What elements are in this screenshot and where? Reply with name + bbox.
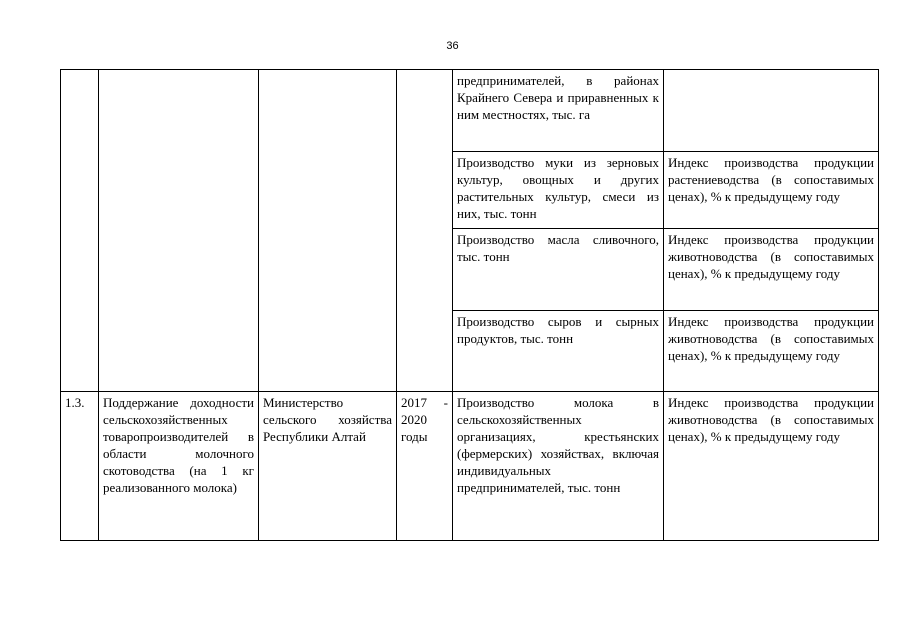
executor-cell-empty xyxy=(259,70,397,392)
measure-name-cell-empty xyxy=(99,70,259,392)
index-cell: Индекс производства продукции растениеводства (в сопоставимых ценах), % к предыдущему году xyxy=(664,152,879,229)
indicator-cell: Производство муки из зерновых культур, овощных и других растительных культур, смеси из них, тыс. тонн xyxy=(453,152,664,229)
measure-name: Поддержание доходности сельскохозяйственных товаропроизводителей в области молочного скотоводства (на 1 кг реализованного молока) xyxy=(99,392,259,541)
indicator-cell: предпринимателей, в районах Крайнего Севера и приравненных к ним местностях, тыс. га xyxy=(453,70,664,152)
indicator-cell: Производство сыров и сырных продуктов, тыс. тонн xyxy=(453,311,664,392)
measure-executor: Министерство сельского хозяйства Республики Алтай xyxy=(259,392,397,541)
indicator-cell: Производство молока в сельскохозяйственных организациях, крестьянских (фермерских) хозяйствах, включая индивидуальных предпринимателей, тыс. тонн xyxy=(453,392,664,541)
index-cell: Индекс производства продукции животноводства (в сопоставимых ценах), % к предыдущему году xyxy=(664,392,879,541)
index-cell: Индекс производства продукции животноводства (в сопоставимых ценах), % к предыдущему году xyxy=(664,229,879,311)
measure-number: 1.3. xyxy=(61,392,99,541)
number-cell-empty xyxy=(61,70,99,392)
table-row xyxy=(61,70,879,152)
page-number: 36 xyxy=(446,40,459,52)
years-cell-empty xyxy=(397,70,453,392)
index-cell: Индекс производства продукции животноводства (в сопоставимых ценах), % к предыдущему году xyxy=(664,311,879,392)
index-cell xyxy=(664,70,879,152)
measure-years: 2017 - 2020 годы xyxy=(397,392,453,541)
program-table xyxy=(60,69,879,541)
table-row xyxy=(61,392,879,541)
indicator-cell: Производство масла сливочного, тыс. тонн xyxy=(453,229,664,311)
